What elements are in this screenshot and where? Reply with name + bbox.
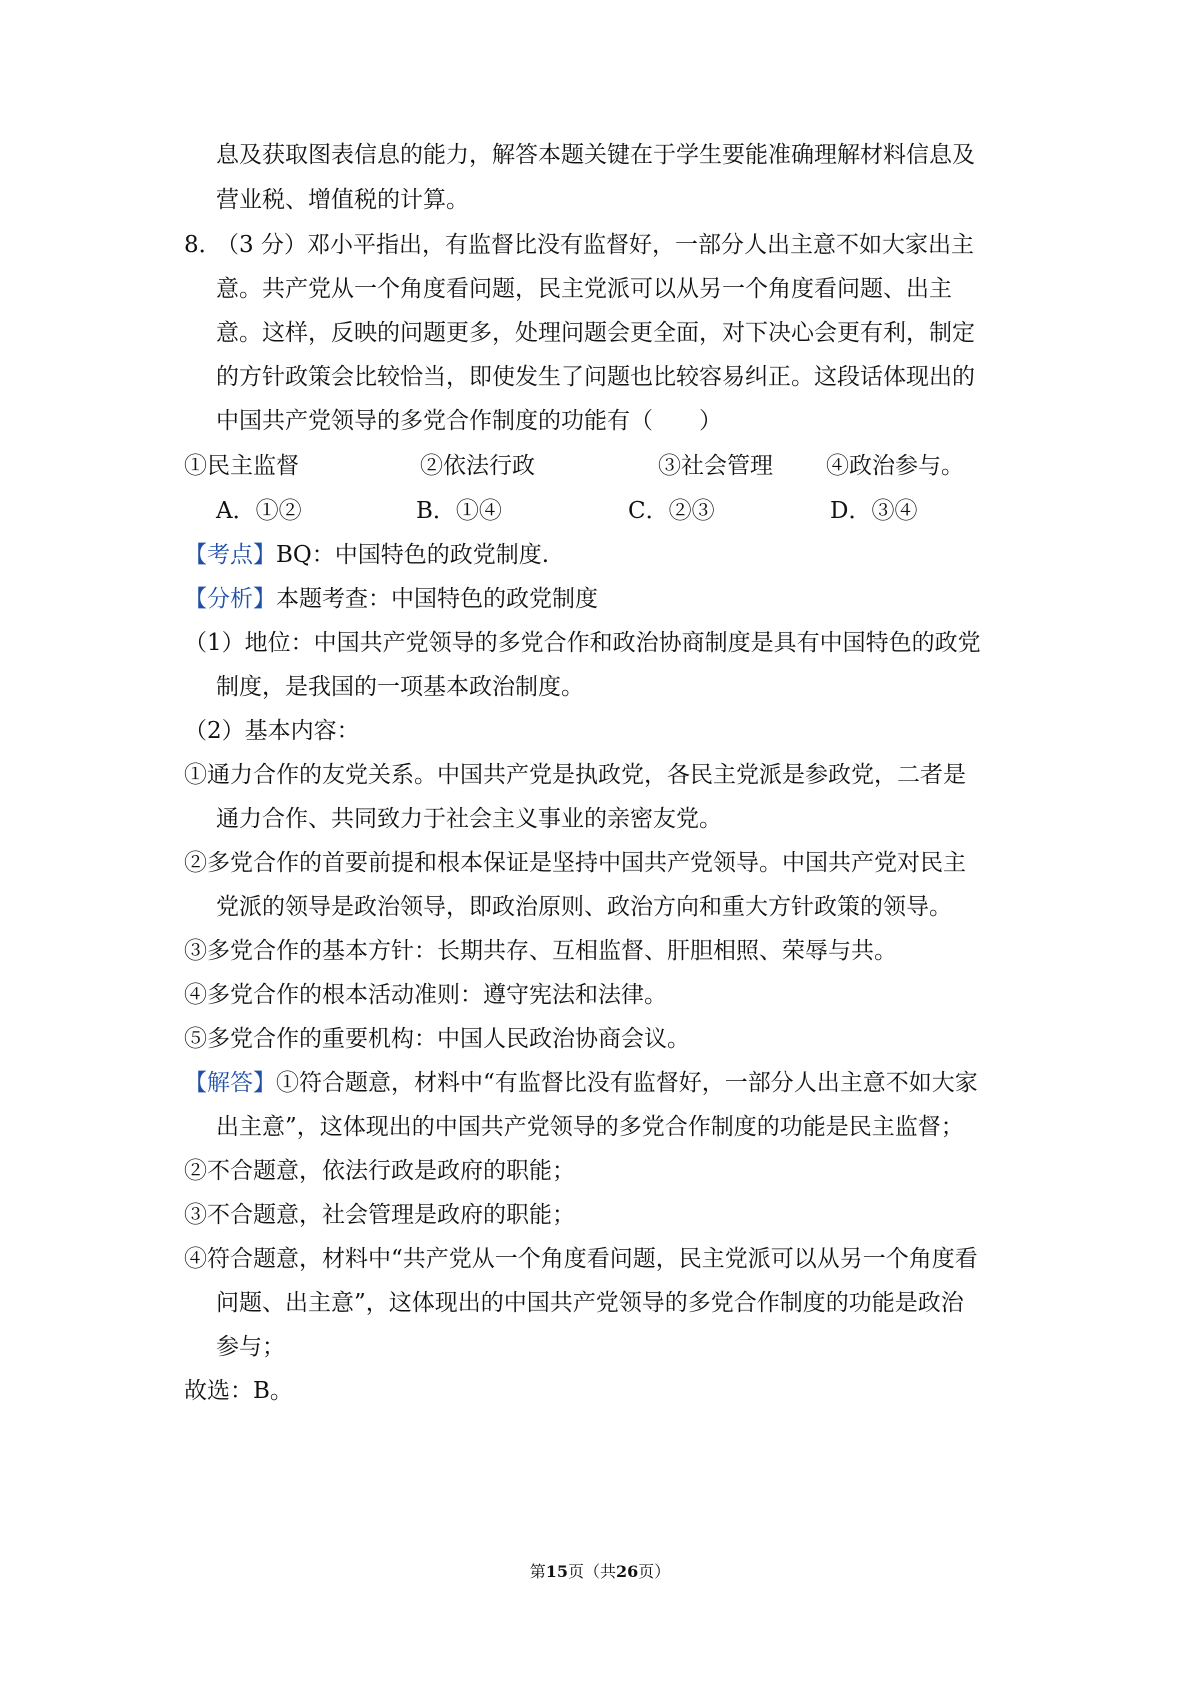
- fenxi-line-1: （1）地位：中国共产党领导的多党合作和政治协商制度是具有中国特色的政党: [184, 630, 981, 656]
- fenxi-line-8: ③多党合作的基本方针：长期共存、互相监督、肝胆相照、荣辱与共。: [184, 938, 897, 964]
- question-item-1: ①民主监督: [184, 453, 299, 479]
- jieda-line-5: 问题、出主意”，这体现出的中国共产党领导的多党合作制度的功能是政治: [216, 1290, 964, 1316]
- fenxi-tag: 【分析】: [184, 586, 276, 612]
- footer-page-number: 15: [545, 1562, 568, 1581]
- question-stem-line-1: （3 分）邓小平指出，有监督比没有监督好，一部分人出主意不如大家出主: [216, 232, 974, 258]
- jieda-line-4: ④符合题意，材料中“共产党从一个角度看问题，民主党派可以从另一个角度看: [184, 1246, 978, 1272]
- fenxi-line-5: 通力合作、共同致力于社会主义事业的亲密友党。: [216, 806, 722, 832]
- jieda-line-2: ②不合题意，依法行政是政府的职能；: [184, 1158, 575, 1184]
- choice-c: C．②③: [628, 498, 715, 524]
- kaodian-tag: 【考点】: [184, 542, 276, 568]
- fenxi-line-4: ①通力合作的友党关系。中国共产党是执政党，各民主党派是参政党，二者是: [184, 762, 966, 788]
- question-item-2: ②依法行政: [420, 453, 535, 479]
- fenxi-section: [184, 584, 598, 614]
- jieda-section: [184, 1068, 978, 1098]
- jieda-line-7: 故选：B。: [184, 1378, 293, 1404]
- choice-d: D．③④: [830, 498, 918, 524]
- choice-a: A．①②: [216, 498, 302, 524]
- question-stem-line-3: 意。这样，反映的问题更多，处理问题会更全面，对下决心会更有利，制定: [216, 320, 975, 346]
- kaodian-section: [184, 540, 549, 570]
- fenxi-line-7: 党派的领导是政治领导，即政治原则、政治方向和重大方针政策的领导。: [216, 894, 952, 920]
- question-number: 8．: [184, 232, 222, 258]
- jieda-line-3: ③不合题意，社会管理是政府的职能；: [184, 1202, 575, 1228]
- question-stem-line-4: 的方针政策会比较恰当，即使发生了问题也比较容易纠正。这段话体现出的: [216, 364, 975, 390]
- kaodian-text: BQ：中国特色的政党制度.: [276, 542, 550, 568]
- fenxi-line-10: ⑤多党合作的重要机构：中国人民政治协商会议。: [184, 1026, 690, 1052]
- prev-explanation-line-2: 营业税、增值税的计算。: [216, 187, 469, 213]
- question-stem-line-5: 中国共产党领导的多党合作制度的功能有（ ）: [216, 408, 722, 434]
- prev-explanation-line-1: 息及获取图表信息的能力，解答本题关键在于学生要能准确理解材料信息及: [216, 142, 975, 168]
- fenxi-text: 本题考查：中国特色的政党制度: [276, 586, 598, 612]
- jieda-line-1: 出主意”，这体现出的中国共产党领导的多党合作制度的功能是民主监督；: [216, 1114, 964, 1140]
- jieda-text: ①符合题意，材料中“有监督比没有监督好，一部分人出主意不如大家: [276, 1070, 978, 1096]
- footer-middle: 页（共: [567, 1562, 616, 1581]
- fenxi-line-9: ④多党合作的根本活动准则：遵守宪法和法律。: [184, 982, 667, 1008]
- fenxi-line-3: （2）基本内容：: [184, 718, 360, 744]
- footer-total-pages: 26: [616, 1562, 639, 1581]
- choice-b: B．①④: [416, 498, 502, 524]
- question-stem-line-2: 意。共产党从一个角度看问题，民主党派可以从另一个角度看问题、出主: [216, 276, 952, 302]
- footer-prefix: 第: [529, 1562, 546, 1581]
- question-item-3: ③社会管理: [658, 453, 773, 479]
- footer-suffix: 页）: [638, 1562, 671, 1581]
- question-item-4: ④政治参与。: [826, 453, 964, 479]
- jieda-line-6: 参与；: [216, 1334, 285, 1360]
- fenxi-line-2: 制度，是我国的一项基本政治制度。: [216, 674, 584, 700]
- page-footer: [0, 1561, 1200, 1583]
- fenxi-line-6: ②多党合作的首要前提和根本保证是坚持中国共产党领导。中国共产党对民主: [184, 850, 966, 876]
- jieda-tag: 【解答】: [184, 1070, 276, 1096]
